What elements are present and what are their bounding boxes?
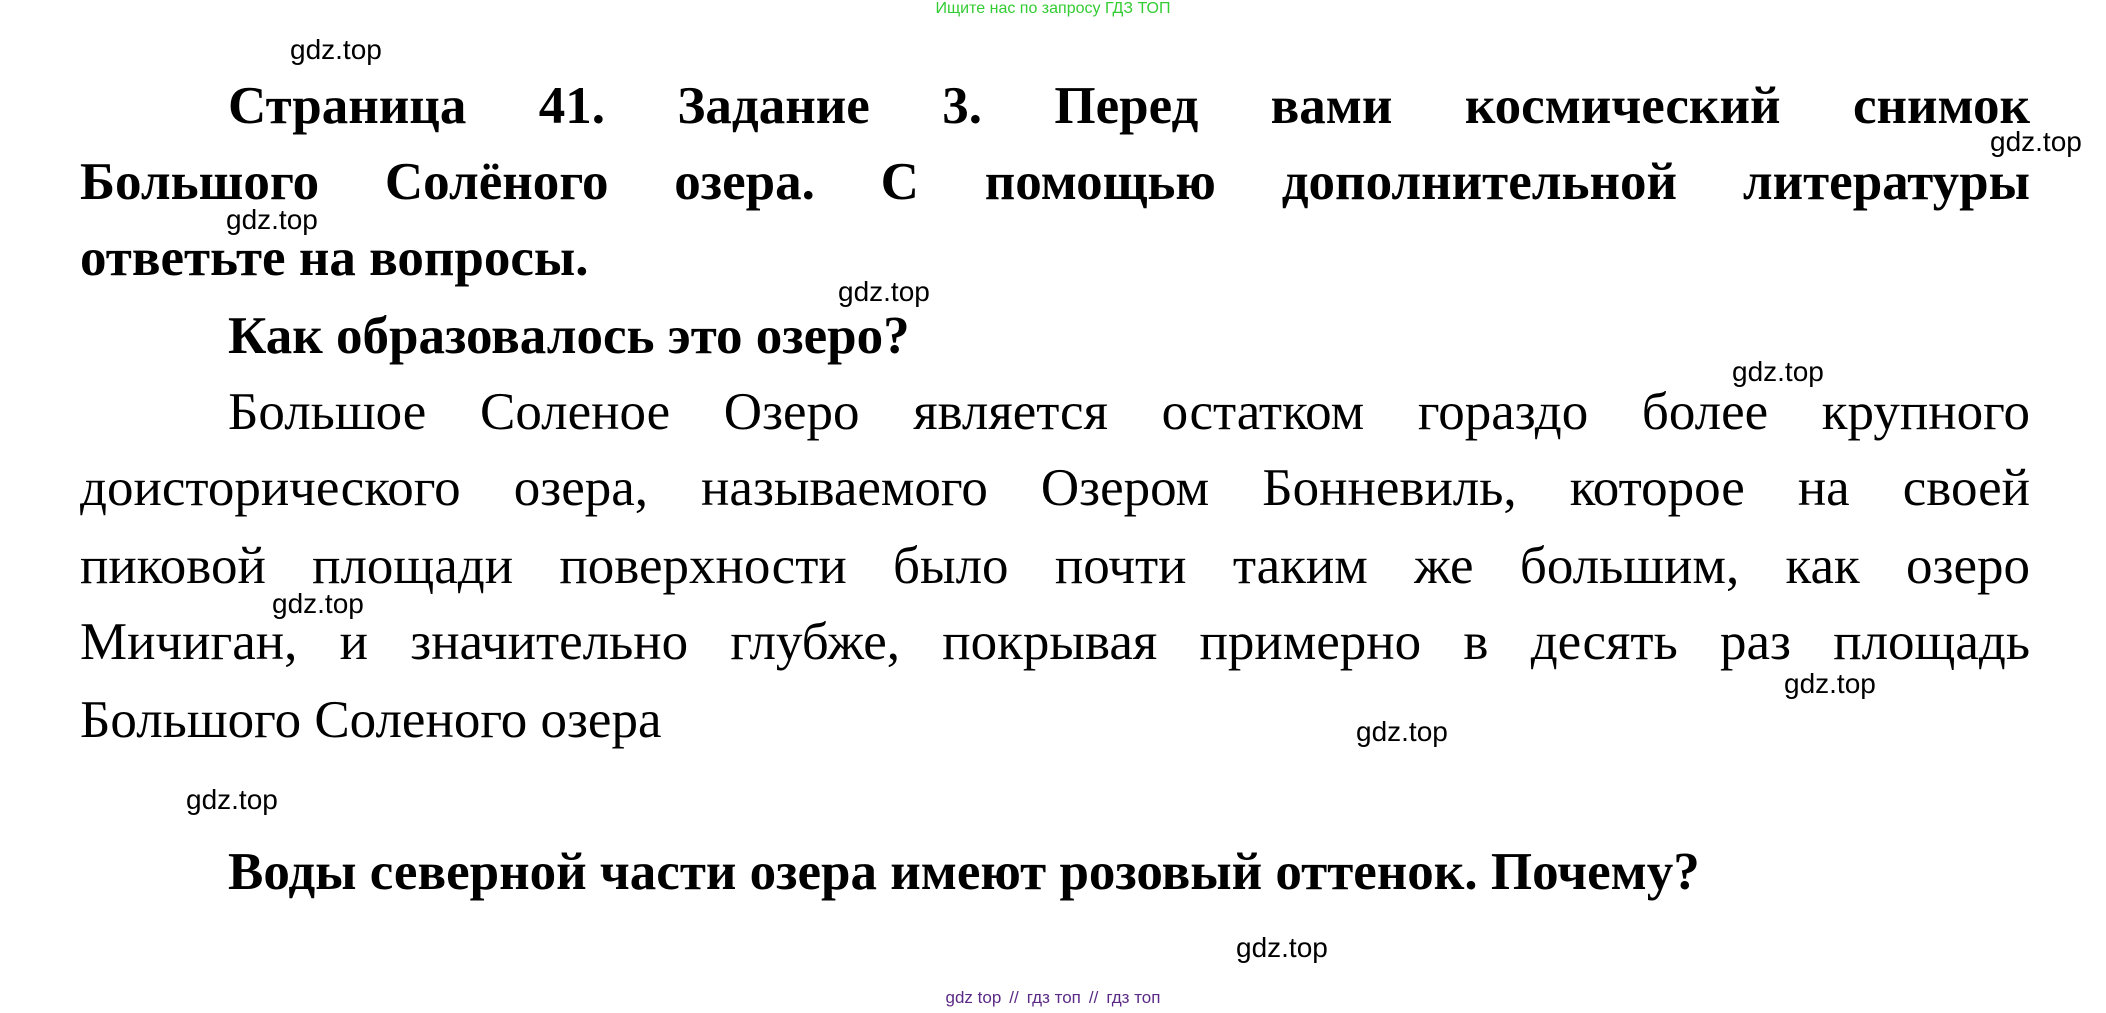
task-heading-line-3: ответьте на вопросы. bbox=[80, 229, 589, 287]
footer-separator: // bbox=[1088, 988, 1099, 1007]
watermark: gdz.top bbox=[1784, 668, 1876, 699]
watermark: gdz.top bbox=[186, 784, 278, 815]
answer-1-line-1: Большое Соленое Озеро является остатком гораздо более крупного bbox=[228, 383, 2030, 441]
watermark: gdz.top bbox=[1356, 716, 1448, 747]
footer-link-gdz-top-ru[interactable]: гдз топ bbox=[1026, 988, 1081, 1007]
question-2: Воды северной части озера имеют розовый оттенок. Почему? bbox=[228, 843, 1700, 901]
watermark: gdz.top bbox=[838, 276, 930, 307]
answer-1-line-3: пиковой площади поверхности было почти таким же большим, как озеро bbox=[80, 537, 2030, 595]
search-banner: Ищите нас по запросу ГДЗ ТОП bbox=[935, 0, 1171, 17]
answer-1-line-5: Большого Соленого озера bbox=[80, 691, 662, 749]
answer-1-line-2: доисторического озера, называемого Озером Бонневиль, которое на своей bbox=[80, 459, 2030, 517]
footer-separator: // bbox=[1009, 988, 1019, 1007]
watermark: gdz.top bbox=[226, 204, 318, 235]
watermark: gdz.top bbox=[1990, 126, 2082, 157]
footer-link-gdz-top-ru-2[interactable]: гдз топ bbox=[1106, 988, 1161, 1007]
answer-1-line-4: Мичиган, и значительно глубже, покрывая примерно в десять раз площадь bbox=[80, 613, 2030, 671]
task-heading-line-2: Большого Солёного озера. С помощью дополнительной литературы bbox=[80, 153, 2030, 211]
watermark: gdz.top bbox=[1732, 356, 1824, 387]
watermark: gdz.top bbox=[1236, 932, 1328, 963]
watermark: gdz.top bbox=[272, 588, 364, 619]
watermark: gdz.top bbox=[290, 34, 382, 65]
task-heading-line-1: Страница 41. Задание 3. Перед вами космический снимок bbox=[228, 77, 2030, 135]
footer-link-gdz-top[interactable]: gdz top bbox=[945, 988, 1002, 1007]
question-1: Как образовалось это озеро? bbox=[228, 307, 910, 365]
footer-links bbox=[0, 988, 2106, 1008]
